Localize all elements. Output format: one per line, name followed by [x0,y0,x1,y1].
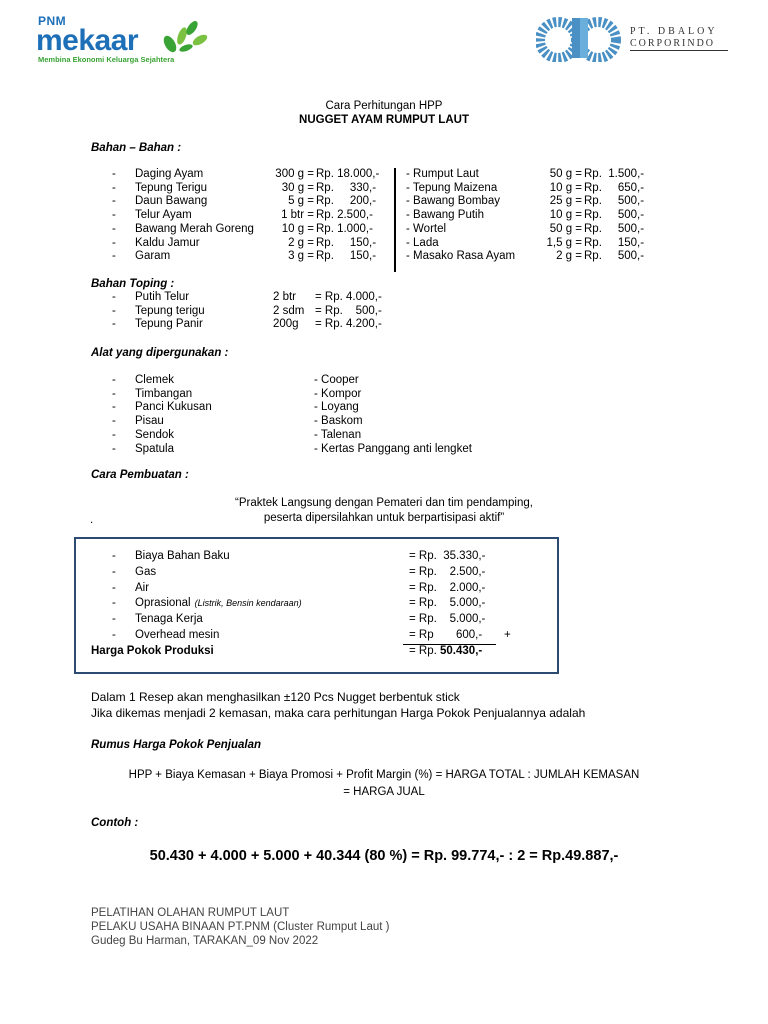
bahan-item-qty: 5 g = [288,195,314,208]
bahan-item-qty: 2 g = [556,250,582,263]
list-bullet: - [112,550,116,562]
list-bullet: - [112,581,116,594]
pnm-mekaar-logo [36,14,216,64]
bahan-item-price: Rp. 150,- [584,236,645,249]
bahan-heading: Bahan – Bahan : [91,142,182,154]
list-bullet: - [112,629,116,641]
bahan-item-name: - Bawang Putih [406,209,484,222]
pembuatan-quote-line2: peserta dipersilahkan untuk berpartisipasi aktif” [263,512,505,524]
biaya-item-label: Biaya Bahan Baku [135,550,230,562]
bahan-item-name: Garam [135,250,171,263]
bahan-item-name: Tepung Terigu [135,181,208,194]
biaya-item-name [135,629,219,641]
bahan-item-name: Kaldu Jamur [135,236,200,249]
bahan-item-qty: 25 g = [549,195,582,208]
biaya-item-name [135,550,230,562]
contoh-heading: Contoh : [91,817,139,829]
hpp-total-prefix: = Rp. [409,645,437,657]
contoh-formula: 50.430 + 4.000 + 5.000 + 40.344 (80 %) = Rp. 99.774,- : 2 = Rp.49.887,- [149,848,619,864]
toping-item-price: = Rp. 4.000,- [315,291,382,303]
bahan-item-price: Rp. 150,- [316,236,377,249]
bahan-item-name: Bawang Merah Goreng [135,222,254,235]
biaya-item-name [135,566,156,578]
pembuatan-quote-line1: “Praktek Langsung dengan Pemateri dan tim pendamping, [235,497,533,509]
list-bullet: - [112,613,116,626]
biaya-item-label: Air [135,581,150,594]
biaya-item-label: Tenaga Kerja [135,613,203,626]
sum-plus-sign: + [504,629,511,641]
desc-line2: Jika dikemas menjadi 2 kemasan, maka cara perhitungan Harga Pokok Penjualannya adalah [91,706,586,720]
bahan-item-price: Rp. 330,- [316,181,377,194]
logo-mekaar-text: mekaar [36,24,139,57]
bahan-item-price: Rp. 1.000,- [316,222,373,235]
bahan-item-qty: 1 btr = [281,209,314,222]
biaya-item-value: = Rp. 2.500,- [409,565,486,578]
logo-company-line2: CORPORINDO [630,38,716,49]
biaya-item-value: = Rp. 5.000,- [409,613,486,626]
bahan-item-qty: 10 g = [281,222,314,235]
desc-line1: Dalam 1 Resep akan menghasilkan ±120 Pcs Nugget berbentuk stick [91,690,460,704]
logo-pnm-text: PNM [38,14,67,28]
bahan-item-name: - Rumput Laut [406,168,479,180]
leaf-icon [160,16,212,56]
hpp-total-amount: 50.430,- [440,645,483,657]
alat-item: - Loyang [314,401,359,414]
rumus-line1: HPP + Biaya Kemasan + Biaya Promosi + Profit Margin (%) = HARGA TOTAL : JUMLAH KEMASAN [128,769,640,781]
list-bullet: - [112,291,116,303]
rumus-line2: = HARGA JUAL [343,786,425,798]
bahan-item-price: Rp. 18.000,- [316,168,380,180]
bahan-item-name: - Wortel [406,222,447,235]
logo-company-line1: PT. DBALOY [630,26,718,37]
biaya-item-value: = Rp. 5.000,- [409,597,486,610]
biaya-item-label: Gas [135,565,157,578]
db-monogram-icon [536,16,626,62]
bahan-item-price: Rp. 650,- [584,181,645,194]
biaya-item-value: = Rp. 35.330,- [409,550,486,562]
biaya-item-note: (Listrik, Bensin kendaraan) [194,598,302,609]
doc-title-line2: NUGGET AYAM RUMPUT LAUT [299,114,469,126]
biaya-item-label: Oprasional [135,597,191,610]
alat-item: Pisau [135,415,164,428]
biaya-item-value: = Rp. 2.000,- [409,581,486,594]
bahan-item-price: Rp. 1.500,- [584,168,645,180]
bahan-divider [394,168,396,272]
alat-item: Timbangan [135,387,193,400]
list-bullet: - [112,374,116,386]
toping-item-qty: 2 sdm [273,304,305,317]
bahan-item-price: Rp. 200,- [316,195,377,208]
biaya-item-value: = Rp 600,- [409,629,483,641]
toping-item-price: = Rp. 4.200,- [315,318,382,331]
footer-line3: Gudeg Bu Harman, TARAKAN_09 Nov 2022 [91,935,319,947]
toping-heading: Bahan Toping : [91,278,175,290]
alat-item: - Talenan [314,428,362,441]
bahan-item-name: - Masako Rasa Ayam [406,250,516,263]
bahan-item-price: Rp. 500,- [584,195,645,208]
list-bullet: - [112,209,116,222]
bahan-item-price: Rp. 500,- [584,209,645,222]
toping-item-name: Putih Telur [135,291,190,303]
logo-tagline: Membina Ekonomi Keluarga Sejahtera [38,55,175,64]
bahan-item-qty: 10 g = [549,181,582,194]
bahan-item-name: - Lada [406,236,439,249]
logo-underline [630,50,728,51]
doc-title-line1: Cara Perhitungan HPP [325,100,443,112]
list-bullet: - [112,304,116,317]
toping-item-qty: 200g [273,318,299,331]
bahan-item-name: - Bawang Bombay [406,195,500,208]
list-bullet: - [112,181,116,194]
bahan-item-price: Rp. 500,- [584,222,645,235]
bahan-item-price: Rp. 2.500,- [316,209,373,222]
bahan-item-qty: 50 g = [549,222,582,235]
biaya-item-name [135,613,203,625]
alat-item: Sendok [135,428,175,441]
bahan-item-qty: 2 g = [288,236,314,249]
bahan-item-qty: 50 g = [549,168,582,180]
biaya-item-name [135,597,302,609]
toping-item-qty: 2 btr [273,291,297,303]
alat-item: Panci Kukusan [135,401,212,414]
list-bullet: - [112,428,116,441]
list-bullet: - [112,236,116,249]
bahan-item-qty: 10 g = [549,209,582,222]
list-bullet: - [112,565,116,578]
bahan-item-name: Daging Ayam [135,168,204,180]
list-bullet: - [112,387,116,400]
biaya-item-label: Overhead mesin [135,629,220,641]
toping-item-name: Tepung Panir [135,318,203,331]
list-bullet: - [112,318,116,331]
footer-line2: PELAKU USAHA BINAAN PT.PNM (Cluster Rumput Laut ) [91,921,390,933]
list-bullet: - [112,401,116,414]
bahan-item-qty: 30 g = [281,181,314,194]
bahan-item-qty: 3 g = [288,250,314,263]
hpp-total-label: Harga Pokok Produksi [91,645,214,657]
list-bullet: - [112,250,116,263]
pembuatan-heading: Cara Pembuatan : [91,469,189,481]
hpp-total-value [409,645,482,657]
bahan-item-name: Telur Ayam [135,209,192,222]
alat-item: - Cooper [314,374,359,386]
bahan-item-qty: 1,5 g = [546,236,582,249]
bahan-item-name: Daun Bawang [135,195,208,208]
dbaloy-logo [536,16,736,64]
list-bullet: - [112,195,116,208]
list-bullet: - [112,597,116,610]
list-bullet: - [112,415,116,428]
alat-heading: Alat yang dipergunakan : [91,347,229,359]
list-bullet: - [112,442,116,455]
footer-line1: PELATIHAN OLAHAN RUMPUT LAUT [91,907,290,919]
list-bullet: - [112,222,116,235]
list-bullet: - [112,168,116,180]
bahan-item-price: Rp. 150,- [316,250,377,263]
toping-item-name: Tepung terigu [135,304,205,317]
rumus-heading: Rumus Harga Pokok Penjualan [91,739,261,751]
toping-item-price: = Rp. 500,- [315,304,382,317]
bahan-item-price: Rp. 500,- [584,250,645,263]
alat-item: - Kompor [314,387,362,400]
stray-dot: . [90,514,94,526]
biaya-item-name [135,582,149,594]
alat-item: Spatula [135,442,175,455]
bahan-item-name: - Tepung Maizena [406,181,498,194]
alat-item: - Baskom [314,415,363,428]
alat-item: - Kertas Panggang anti lengket [314,442,472,455]
alat-item: Clemek [135,374,174,386]
bahan-item-qty: 300 g = [275,168,314,180]
